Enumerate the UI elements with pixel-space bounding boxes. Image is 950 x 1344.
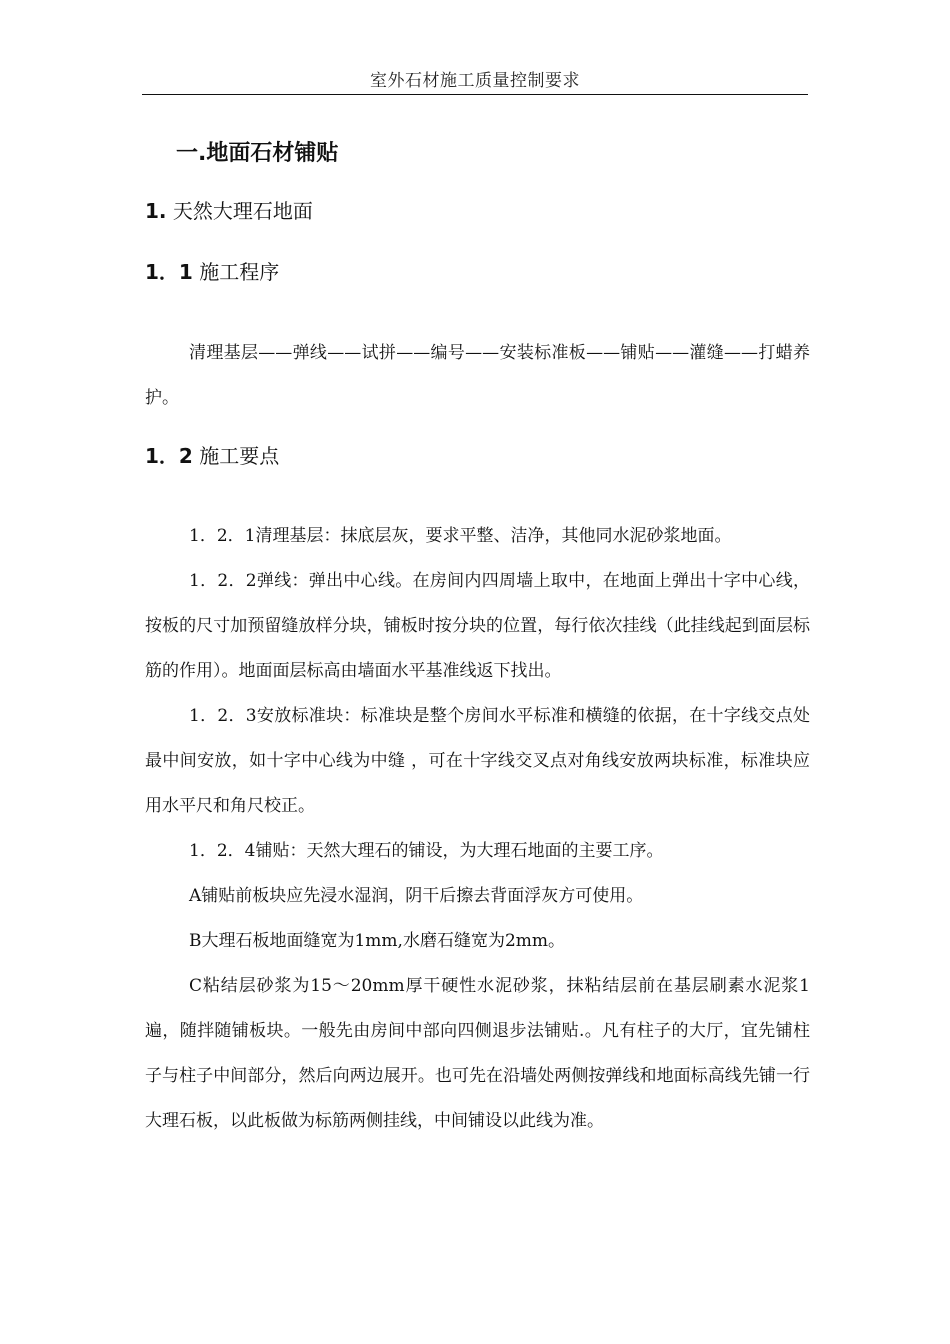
paragraph-a: A铺贴前板块应先浸水湿润，阴干后擦去背面浮灰方可使用。 xyxy=(189,886,644,906)
paragraph-1-2-2: 1．2．2弹线：弹出中心线。在房间内四周墙上取中，在地面上弹出十字中心线，按板的尺寸加预留缝放样分块，铺板时按分块的位置，每行依次挂线（此挂线起到面层标筋的作用）。地面面层标高由墙面水平基准线返下找出。 xyxy=(145,571,810,681)
paragraph-procedure: 清理基层——弹线——试拼——编号——安装标准板——铺贴——灌缝——打蜡养护。 xyxy=(145,343,810,408)
section-heading: 一.地面石材铺贴 xyxy=(176,141,339,166)
subsection-title: 天然大理石地面 xyxy=(166,199,313,223)
header-rule xyxy=(142,94,808,95)
subsection-title: 施工要点 xyxy=(192,444,280,468)
paragraph-c: C粘结层砂浆为15～20mm厚干硬性水泥砂浆，抹粘结层前在基层刷素水泥浆1遍，随拌随铺板块。一般先由房间中部向四侧退步法铺贴.。凡有柱子的大厅，宜先铺柱子与柱子中间部分，然后向两边展开。也可先在沿墙处两侧按弹线和地面标高线先铺一行大理石板，以此板做为标筋两侧挂线，中间铺设以此线为准。 xyxy=(145,976,810,1131)
paragraph-1-2-3: 1．2．3安放标准块：标准块是整个房间水平标准和横缝的依据，在十字线交点处最中间安放，如十字中心线为中缝 ，可在十字线交叉点对角线安放两块标准，标准块应用水平尺和角尺校正。 xyxy=(145,706,810,816)
subsection-number: 1．2 xyxy=(145,444,193,468)
subsection-title: 施工程序 xyxy=(192,260,280,284)
paragraph-b: B大理石板地面缝宽为1mm,水磨石缝宽为2mm。 xyxy=(189,931,566,951)
paragraph-1-2-4: 1．2．4铺贴：天然大理石的铺设，为大理石地面的主要工序。 xyxy=(189,841,664,861)
subsection-heading-1 xyxy=(145,195,313,224)
running-header: 室外石材施工质量控制要求 xyxy=(370,71,580,91)
subsection-number: 1．1 xyxy=(145,260,193,284)
subsection-heading-1-1 xyxy=(145,256,279,285)
subsection-number: 1. xyxy=(145,199,167,223)
subsection-heading-1-2 xyxy=(145,440,279,469)
paragraph-1-2-1: 1．2．1清理基层：抹底层灰，要求平整、洁净，其他同水泥砂浆地面。 xyxy=(189,526,732,546)
